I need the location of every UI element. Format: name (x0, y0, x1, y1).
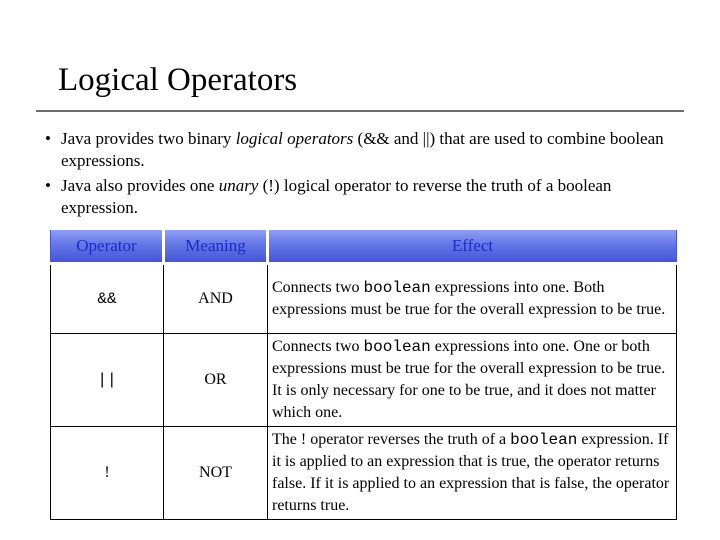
meaning-cell: NOT (164, 427, 268, 520)
bullet-list (44, 128, 684, 222)
effect-cell (268, 264, 677, 334)
operator-cell: && (51, 264, 164, 334)
bullet-item-unary-operator (44, 175, 684, 219)
column-header-meaning: Meaning (164, 230, 268, 264)
meaning-cell: OR (164, 334, 268, 427)
column-header-effect: Effect (268, 230, 677, 264)
table-header-row (51, 230, 677, 264)
bullet-text: (!) logical operator to reverse the truth of a boolean expression. (61, 176, 612, 217)
bullet-text: Java provides two binary (61, 129, 236, 148)
bullet-emphasis: unary (218, 176, 259, 195)
bullet-emphasis: logical operators (235, 129, 354, 148)
title-divider (36, 110, 684, 112)
bullet-marker: • (45, 129, 51, 148)
effect-code: boolean (363, 279, 431, 297)
effect-code: boolean (510, 431, 578, 449)
bullet-text: Java also provides one (61, 176, 219, 195)
effect-code: boolean (363, 338, 431, 356)
bullet-item-binary-operators (44, 128, 684, 172)
table-row-and (51, 264, 677, 334)
effect-text: Connects two (272, 338, 364, 355)
effect-cell (268, 334, 677, 427)
column-header-operator: Operator (51, 230, 164, 264)
slide-title: Logical Operators (58, 62, 298, 98)
effect-text: The ! operator reverses the truth of a (272, 431, 511, 448)
effect-text: expressions into one. One or both expressions must be true for the overall expression to be true. It is only necessary for one to be true, and it does not matter which one. (272, 338, 666, 421)
table-row-or (51, 334, 677, 427)
table-row-not (51, 427, 677, 520)
logical-operators-table (50, 230, 677, 520)
effect-text: expression. If it is applied to an expression that is true, the operator returns false. If it is applied to an expression that is false, the operator returns true. (272, 431, 670, 514)
operator-cell: || (51, 334, 164, 427)
effect-text: Connects two (272, 279, 364, 296)
meaning-cell: AND (164, 264, 268, 334)
effect-cell (268, 427, 677, 520)
bullet-text: (&& and ||) that are used to combine boolean expressions. (61, 129, 664, 170)
effect-text: expressions into one. Both expressions must be true for the overall expression to be true. (272, 279, 666, 318)
bullet-marker: • (45, 176, 51, 195)
operator-cell: ! (51, 427, 164, 520)
